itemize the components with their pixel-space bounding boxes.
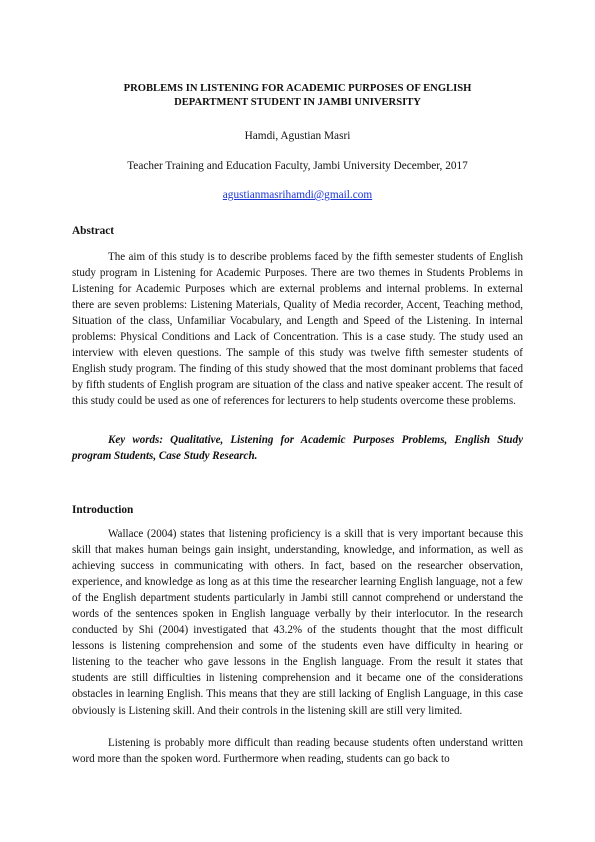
paper-title-line-1: PROBLEMS IN LISTENING FOR ACADEMIC PURPOSES OF ENGLISH	[123, 83, 472, 94]
introduction-paragraph-2: Listening is probably more difficult than reading because students often understand written word more than the spoken word. Furthermore when reading, students can go back to	[72, 737, 523, 766]
keywords: Key words: Qualitative, Listening for Academic Purposes Problems, English Study program Students, Case Study Research.	[72, 434, 523, 463]
abstract-body: The aim of this study is to describe problems faced by the fifth semester students of English study program in Listening for Academic Purposes. There are two themes in Students Problems in Listening for Academic Purposes which are external problems and internal problems. In external there are seven problems: Listening Materials, Quality of Media recorder, Accent, Teaching method, Situation of the class, Unfamiliar Vocabulary, and Length and Speed of the Listening. In internal problems: Physical Conditions and Lack of Concentration. This is a case study. The study used an interview with eleven questions. The sample of this study was twelve fifth semester students of English study program. The finding of this study showed that the most dominant problems that faced by fifth students of English program are situation of the class and native speaker accent. The result of this study could be used as one of references for lecturers to help students overcome these problems.	[72, 251, 523, 408]
introduction-heading: Introduction	[72, 504, 134, 516]
introduction-paragraph-1: Wallace (2004) states that listening proficiency is a skill that is very important because this skill that makes human beings gain insight, understanding, knowledge, and information, as well as achieving success in communicating with others. In fact, based on the researcher observation, experience, and knowledge as long as at this time the researcher learning English language, not a few of the English department students particularly in Jambi still cannot comprehend or understand the words of the sentences spoken in English language verbally by their interlocutor. In the research conducted by Shi (2004) investigated that 43.2% of the students thought that the most difficult lessons is listening comprehension and some of the students even have difficulty in hearing or listening to the teacher who gave lessons in the English language. From the result it states that students are still difficulties in listening comprehension and it became one of the considerations obstacles in learning English. This means that they are still lacking of English Language, in this case obviously is Listening skill. And their controls in the listening skill are still very limited.	[72, 528, 523, 717]
authors: Hamdi, Agustian Masri	[244, 130, 351, 142]
email-link[interactable]: agustianmasrihamdi@gmail.com	[222, 189, 373, 201]
paper-title-line-2: DEPARTMENT STUDENT IN JAMBI UNIVERSITY	[174, 97, 421, 108]
abstract-heading: Abstract	[72, 225, 115, 237]
affiliation: Teacher Training and Education Faculty, Jambi University December, 2017	[127, 160, 468, 172]
